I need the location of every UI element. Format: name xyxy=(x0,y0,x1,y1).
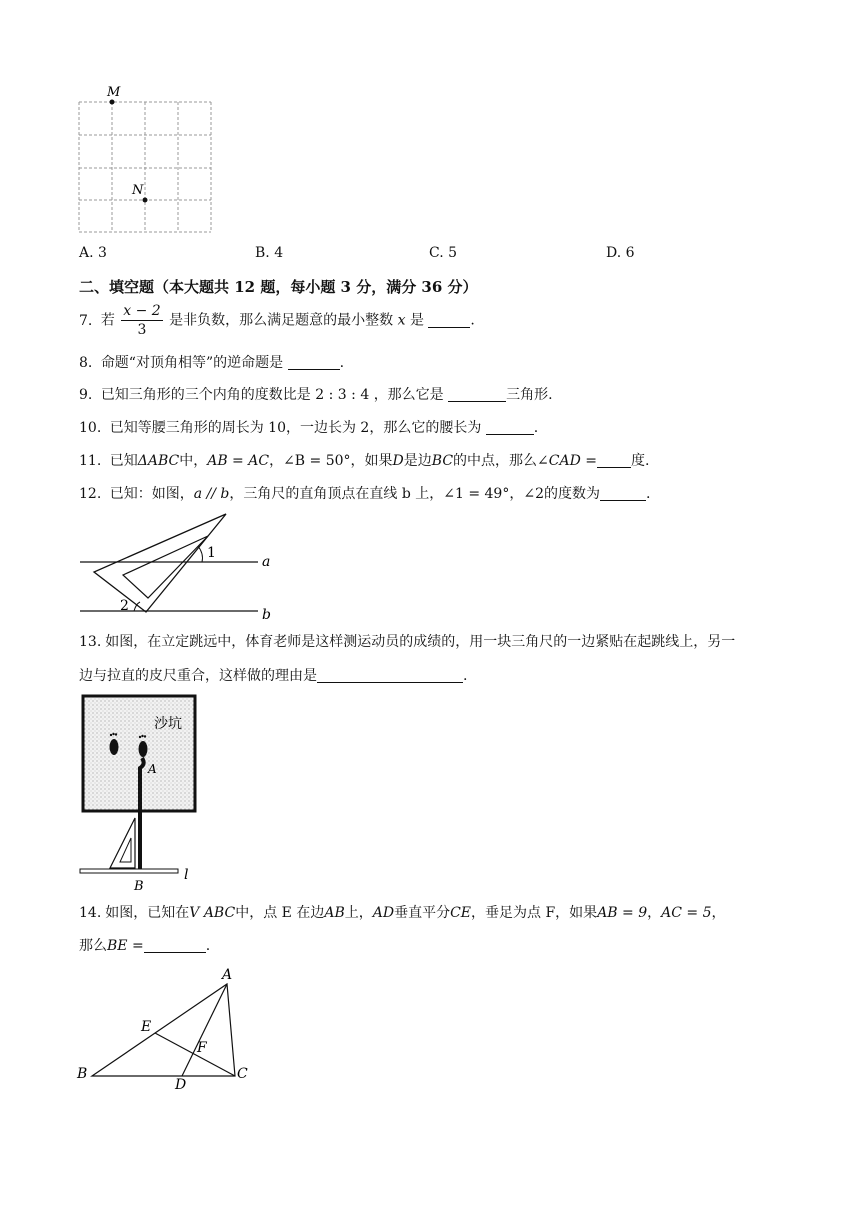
q12-parallel: a // b xyxy=(193,486,230,502)
section-title: 二、填空题（本大题共 12 题，每小题 3 分，满分 36 分） xyxy=(79,278,478,296)
q7-number: 7. xyxy=(79,312,93,329)
q7-answer-blank[interactable] xyxy=(428,313,470,328)
question-14 xyxy=(79,903,726,923)
takeoff-line xyxy=(80,869,178,873)
q14-t1: 如图，已知在 xyxy=(105,905,190,921)
q12-t2: ，三角尺的直角顶点在直线 b 上， xyxy=(229,486,444,502)
q11-d: D xyxy=(392,453,404,469)
q11-eq1: AB = AC xyxy=(207,453,270,469)
q12-number: 12. xyxy=(79,486,102,502)
q9-text1: 已知三角形的三个内角的度数比是 xyxy=(100,387,311,403)
q7-frac-denominator: 3 xyxy=(137,322,147,338)
q7-text-mid: 是非负数，那么满足题意的最小整数 xyxy=(169,312,394,329)
label-angle-2: 2 xyxy=(120,598,129,614)
q13-number: 13. xyxy=(79,634,102,650)
point-n xyxy=(143,198,148,203)
q14-t2: 中，点 E 在边 xyxy=(235,905,325,921)
q11-number: 11. xyxy=(79,453,102,469)
q14-t7: ， xyxy=(711,905,726,921)
q11-cad: ∠CAD = xyxy=(537,453,597,469)
q14-ad: AD xyxy=(372,905,395,921)
segment-ce xyxy=(155,1033,235,1076)
label-b: B xyxy=(77,1066,88,1082)
q9-answer-blank[interactable] xyxy=(448,387,506,402)
q9-number: 9. xyxy=(79,387,93,403)
q12-angle1: ∠1 = 49° xyxy=(443,486,510,502)
q12-angle2: ∠2 xyxy=(523,486,544,502)
question-12 xyxy=(79,484,650,504)
label-angle-1: 1 xyxy=(207,545,216,561)
question-9 xyxy=(79,385,553,405)
sand-pit-label: 沙坑 xyxy=(154,716,182,732)
label-e: E xyxy=(141,1019,152,1035)
label-line-b: b xyxy=(262,607,271,622)
q13-line1: 如图，在立定跳远中，体育老师是这样测运动员的成绩的，用一块三角尺的一边紧贴在起跳线上，另一 xyxy=(105,634,736,650)
option-d[interactable]: D. 6 xyxy=(606,245,635,261)
label-a: A xyxy=(222,967,233,983)
q11-t2: 中， xyxy=(179,453,208,469)
label-c: C xyxy=(237,1066,248,1082)
q11-t4: ，如果 xyxy=(350,453,393,469)
q10-end: . xyxy=(533,420,539,436)
set-square-outer xyxy=(94,514,226,612)
q13-answer-blank[interactable] xyxy=(317,668,463,683)
q11-bc: BC xyxy=(431,453,454,469)
q14-t4: 垂直平分 xyxy=(394,905,451,921)
q14-number: 14. xyxy=(79,905,102,921)
q7-text-post: 是 xyxy=(409,312,424,329)
q11-t6: 的中点，那么 xyxy=(453,453,538,469)
q12-end: . xyxy=(645,486,651,502)
q14-t5: ，垂足为点 F，如果 xyxy=(471,905,598,921)
q12-answer-blank[interactable] xyxy=(600,486,646,501)
q8-answer-blank[interactable] xyxy=(288,355,340,370)
q14-ab: AB xyxy=(324,905,345,921)
q11-triangle: ΔABC xyxy=(137,453,180,469)
q12-figure xyxy=(76,510,286,622)
q7-fraction xyxy=(121,302,162,339)
q14-triangle: V ABC xyxy=(189,905,236,921)
label-line-l: l xyxy=(184,867,189,883)
q12-t4: 的度数为 xyxy=(543,486,600,502)
question-7 xyxy=(79,302,475,339)
option-b[interactable]: B. 4 xyxy=(255,245,284,261)
q12-t3: ， xyxy=(509,486,524,502)
question-13 xyxy=(79,632,735,652)
q9-text3: 三角形. xyxy=(506,387,553,403)
q11-t1: 已知 xyxy=(109,453,138,469)
option-c[interactable]: C. 5 xyxy=(429,245,458,261)
question-13-line2 xyxy=(79,666,467,686)
question-11 xyxy=(79,451,649,471)
q7-variable: x xyxy=(397,312,406,329)
q11-t3: ， xyxy=(269,453,284,469)
q14-eq1: AB = 9 xyxy=(597,905,648,921)
q14-ce: CE xyxy=(450,905,472,921)
triangle-abc xyxy=(92,984,235,1076)
q14-line2: 那么 xyxy=(79,938,107,954)
q14-eq2: AC = 5 xyxy=(661,905,712,921)
question-10 xyxy=(79,418,538,438)
label-d: D xyxy=(175,1077,187,1092)
option-a[interactable]: A. 3 xyxy=(79,245,107,261)
q13-line2: 边与拉直的皮尺重合，这样做的理由是 xyxy=(79,668,317,684)
label-point-a: A xyxy=(148,762,157,776)
grid-figure xyxy=(76,84,216,236)
segment-ad xyxy=(182,984,227,1076)
label-f: F xyxy=(197,1040,207,1056)
q14-be: BE = xyxy=(107,938,144,954)
point-m xyxy=(110,100,115,105)
q14-t3: 上， xyxy=(344,905,373,921)
q14-end: . xyxy=(205,938,211,954)
label-m: M xyxy=(107,85,121,100)
q7-text-pre: 若 xyxy=(100,312,115,329)
q14-answer-blank[interactable] xyxy=(144,938,206,953)
q7-frac-numerator: x − 2 xyxy=(123,303,161,319)
q10-number: 10. xyxy=(79,420,102,436)
q8-end: . xyxy=(339,355,345,371)
q14-figure xyxy=(72,964,262,1092)
label-line-a: a xyxy=(262,554,271,570)
q9-ratio: 2 : 3 : 4 xyxy=(315,387,370,403)
q12-t1: 已知：如图， xyxy=(109,486,194,502)
q14-t6: ， xyxy=(647,905,662,921)
q10-text: 已知等腰三角形的周长为 10，一边长为 2，那么它的腰长为 xyxy=(109,420,482,436)
q13-figure xyxy=(76,692,206,894)
q11-answer-blank[interactable] xyxy=(597,453,631,468)
q8-number: 8. xyxy=(79,355,93,371)
q9-text2: ，那么它是 xyxy=(373,387,444,403)
label-point-b: B xyxy=(134,879,144,894)
question-8 xyxy=(79,353,344,373)
q7-end: . xyxy=(470,312,475,329)
q10-answer-blank[interactable] xyxy=(486,420,534,435)
q11-t7: 度. xyxy=(631,453,650,469)
q11-angle: ∠B = 50° xyxy=(283,453,351,469)
q11-t5: 是边 xyxy=(403,453,432,469)
q8-text: 命题“对顶角相等”的逆命题是 xyxy=(100,355,284,371)
label-n: N xyxy=(132,183,144,198)
q13-end: . xyxy=(463,668,468,684)
question-14-line2 xyxy=(79,936,210,956)
